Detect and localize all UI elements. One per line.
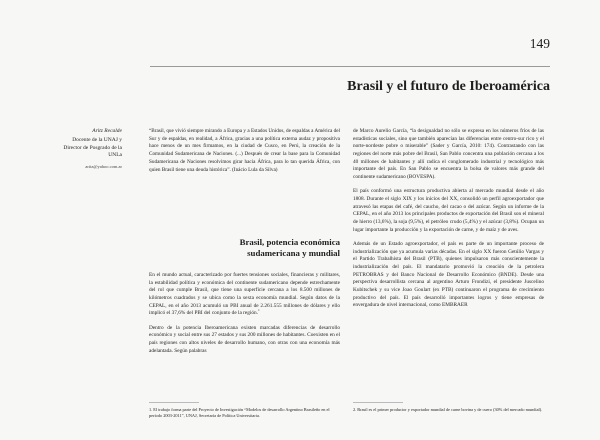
footnote-1: 1. El trabajo forma parte del Proyecto de Investigación “Modelos de desarrollo Argentino Brasileño en el período 2003-2011”, UNAJ, Secretaría de Política Universitaria. — [149, 407, 330, 419]
author-affiliation: Docente de la UNAJ y Director de Posgrado de la UNLa — [63, 137, 122, 158]
footnote-rule-left — [149, 402, 199, 403]
author-name: Aritz Recalde — [92, 128, 122, 134]
footnote-ref-1: 1 — [258, 308, 260, 313]
section-title: Brasil, potencia económica sudamericana y mundial — [239, 237, 340, 258]
paragraph: Además de un Estado agroexportador, el país es parte de un importante proceso de industrialización que ya acumula varias décadas. En el siglo XX fueron Getúlio Vargas y el Partido Trabalhista del Brasil (PTB), quienes impulsaron más conscientemente la industrialización del país. El mandatario promovió la creación de la petrolera PETROBRAS y del Banco Nacional de Desarrollo Económico (BNDE). Desde una perspectiva desarrollista cercana al argentino Arturo Frondizi, el presidente Juscelino Kubitschek y su vice Joao Goulart (ex PTB) continuaron el programa de crecimiento productivo del país. El país desarrolló importantes logros y tiene empresas de envergadura de nivel internacional, como EMBRAER — [353, 241, 544, 309]
paragraph: Dentro de la potencia Iberoamericana existen marcadas diferencias de desarrollo económico y social entre sus 27 estados y sus 200 millones de habitantes. Coexisten en el país regiones con altos niveles de desarrollo humano, con otras con una economía más adelantada. Según palabras — [149, 324, 340, 354]
page-number: 149 — [529, 36, 550, 51]
author-email: aritz@yahoo.com.ar — [85, 164, 122, 170]
title-rule — [150, 66, 550, 67]
paragraph: El país conformó una estructura productiva abierta al mercado mundial desde el año 1808. Durante el siglo XIX y los inicios del XX, consolidó un perfil agroexportador que atravesó las etapas del café, del caucho, del cacao o del azúcar. Según un informe de la CEPAL, en el año 2013 los principales productos de exportación del Brasil son el mineral de hierro (13,6%), la soja (9,5%), el petróleo crudo (5,4%) y el azúcar (3,8%). Ocupan un lugar importante la producción y la exportación de carne, y de maíz y de aves. — [353, 188, 544, 233]
column-right — [353, 128, 544, 317]
paragraph: En el mundo actual, caracterizado por fuertes tensiones sociales, financieras y militares, la estabilidad política y económica del continente sudamericano depende estrechamente del rol que cumple Brasil, que tiene una superficie cercana a los 8.500 millones de kilómetros cuadrados y se ubica como la sexta economía mundial. Según datos de la CEPAL, en el año 2013 acumuló un PBI anual de 2.261.555 millones de dólares y ello implicó el 37,6% del PBI del conjunto de la región.$^1$ — [149, 272, 340, 317]
paragraph: de Marco Aurelio García, “la desigualdad no sólo se expresa en los números fríos de las estadísticas sociales, sino que también aparecían las diferencias entre centro-sur rico y el norte-nordeste pobre o miserable” (Sader y García, 2010: 174). Contrastando con las regiones del norte más pobre del Brasil, San Pablo concentra una población cercana a los 40 millones de habitantes y allí radica el conglomerado industrial y tecnológico más importante del país. En San Pablo se encuentra la bolsa de valores más grande del continente sudamericano (BOVESPA). — [353, 128, 544, 180]
author-block — [58, 128, 122, 170]
epigraph: “Brasil, que vivió siempre mirando a Europa y a Estados Unidos, de espaldas a América del Sur y de espaldas, en realidad, a África, gracias a una política externa audaz y propositiva hace menos de un mes firmamos, en la ciudad de Cusco, en Perú, la creación de la Comunidad Sudamericana de Naciones. (...) Después de crear la base para la Comunidad Sudamericana de Naciones resolvimos girar hacia África, para lo tan querida África, con quien Brasil tiene una deuda histórica”. (Inácio Lula da Silva) — [149, 128, 340, 173]
column-left — [149, 272, 340, 362]
footnote-rule-right — [353, 402, 403, 403]
footnote-2: 2. Brasil es el primer productor y exportador mundial de carne bovina y de cuero (30% del mercado mundial). — [353, 407, 543, 412]
article-title: Brasil y el futuro de Iberoamérica — [347, 79, 550, 94]
